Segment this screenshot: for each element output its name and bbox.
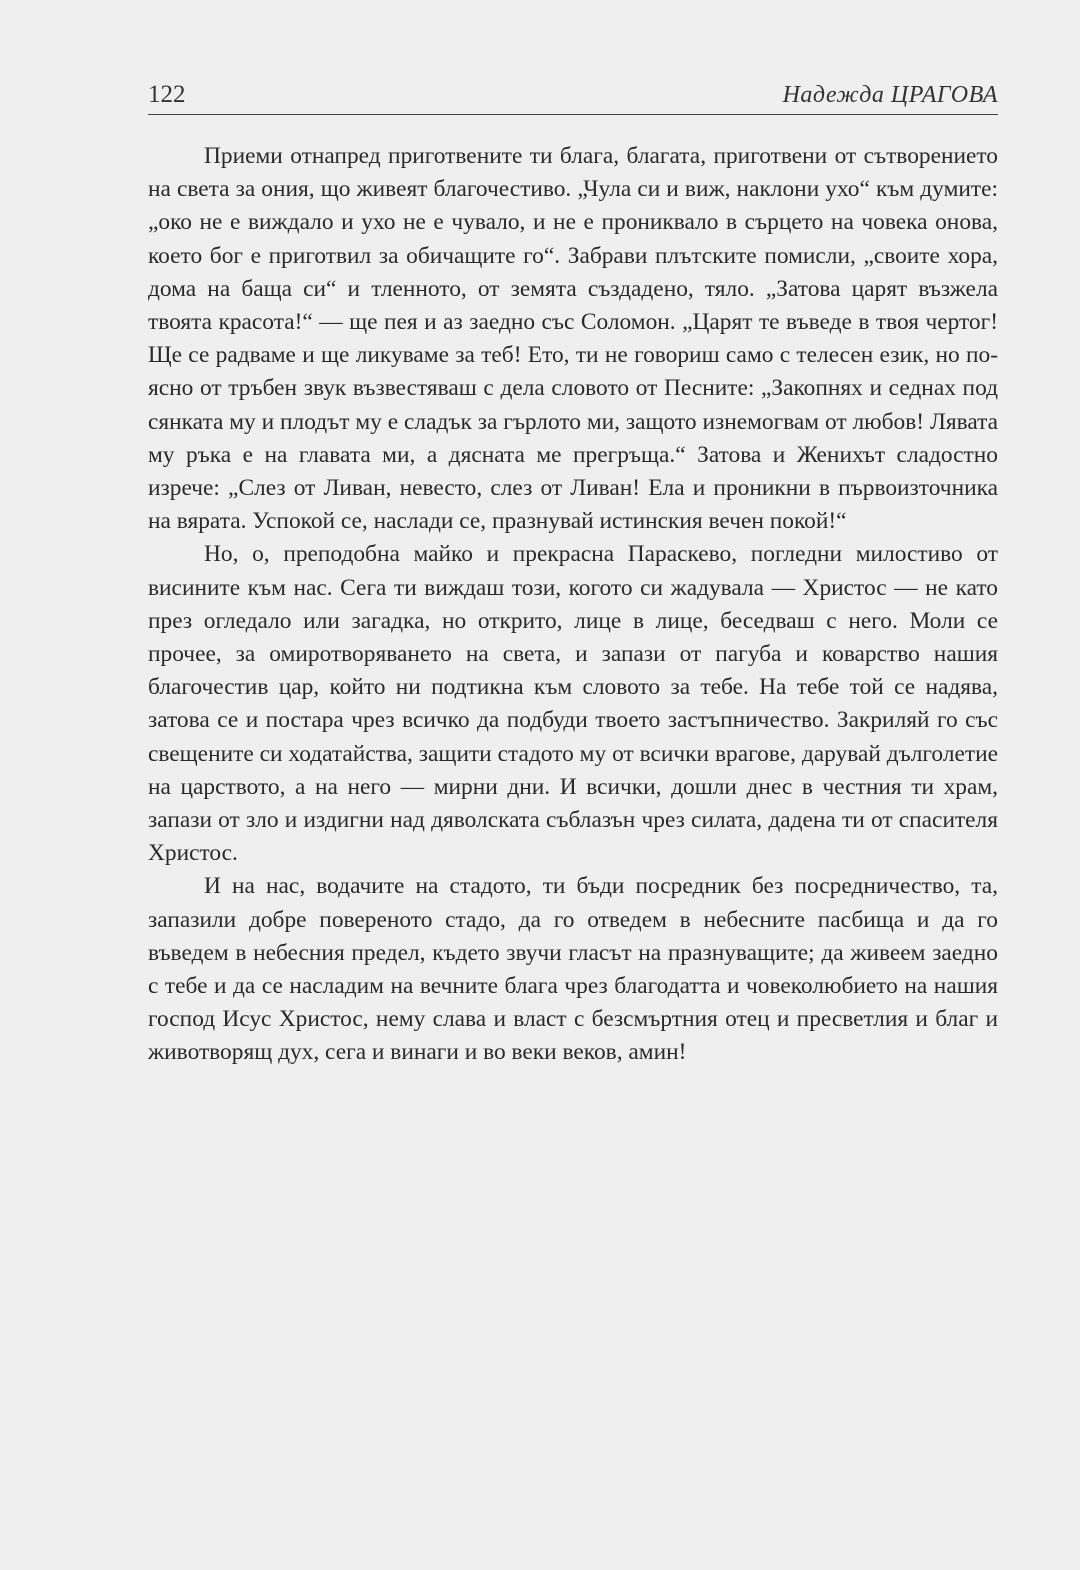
paragraph-3: И на нас, водачите на стадото, ти бъди посредник без посредничество, та, запазили добре повереното стадо, да го отведем в небесните пасбища и да го въведем в небесния предел, където звучи гласът на празнуващите; да живеем заедно с тебе и да се насладим на вечните блага чрез благодатта и човеколюбието на нашия господ Исус Христос, нему слава и власт с безсмъртния отец и пресветлия и благ и животворящ дух, сега и винаги и во веки веков, амин! bbox=[148, 873, 998, 1066]
paragraph-2: Но, о, преподобна майко и прекрасна Параскево, погледни милостиво от висините към нас. Сега ти виждаш този, когото си жадувала — Христос — не като през огледало или загадка, но открито, лице в лице, беседваш с него. Моли се прочее, за омиротворяването на света, и запази от пагуба и коварство нашия благочестив цар, който ни подтикна към словото за тебе. На тебе той се надява, затова се и постара чрез всичко да подбуди твоето застъпничество. Закриляй го със свещените си ходатайства, защити стадото му от всички врагове, дарувай дълголетие на царството, а на него — мирни дни. И всички, дошли днес в честния ти храм, запази от зло и издигни над дяволската съблазън чрез силата, дадена ти от спасителя Христос. bbox=[148, 541, 998, 867]
running-head-author: Надежда ЦРАГОВА bbox=[782, 82, 998, 108]
paragraph-1: Приеми отнапред приготвените ти блага, благата, приготвени от сътворението на света за ония, що живеят благочестиво. „Чула си и виж, наклони ухо“ към думите: „око не е виждало и ухо не е чувало, и не е прониквало в сърцето на човека онова, което бог е приготвил за обичащите го“. Забрави плътските помисли, „своите хора, дома на баща си“ и тленното, от земята създадено, тяло. „Затова царят възжела твоята красота!“ — ще пея и аз заедно със Соломон. „Царят те въведе в твоя чертог! Ще се радваме и ще ликуваме за теб! Ето, ти не говориш само с телесен език, но по-ясно от тръбен звук възвестяваш с дела словото от Песните: „Закопнях и седнах под сянката му и плодът му е сладък за гърлото ми, защото изнемогвам от любов! Лявата му ръка е на главата ми, а дясната ме прегръща.“ Затова и Женихът сладостно изрече: „Слез от Ливан, невесто, слез от Ливан! Ела и проникни в първоизточника на вярата. Успокой се, наслади се, празнувай истинския вечен покой!“ bbox=[148, 143, 998, 535]
body-text bbox=[148, 140, 998, 1070]
page-number: 122 bbox=[148, 81, 186, 108]
page-header bbox=[148, 78, 998, 115]
